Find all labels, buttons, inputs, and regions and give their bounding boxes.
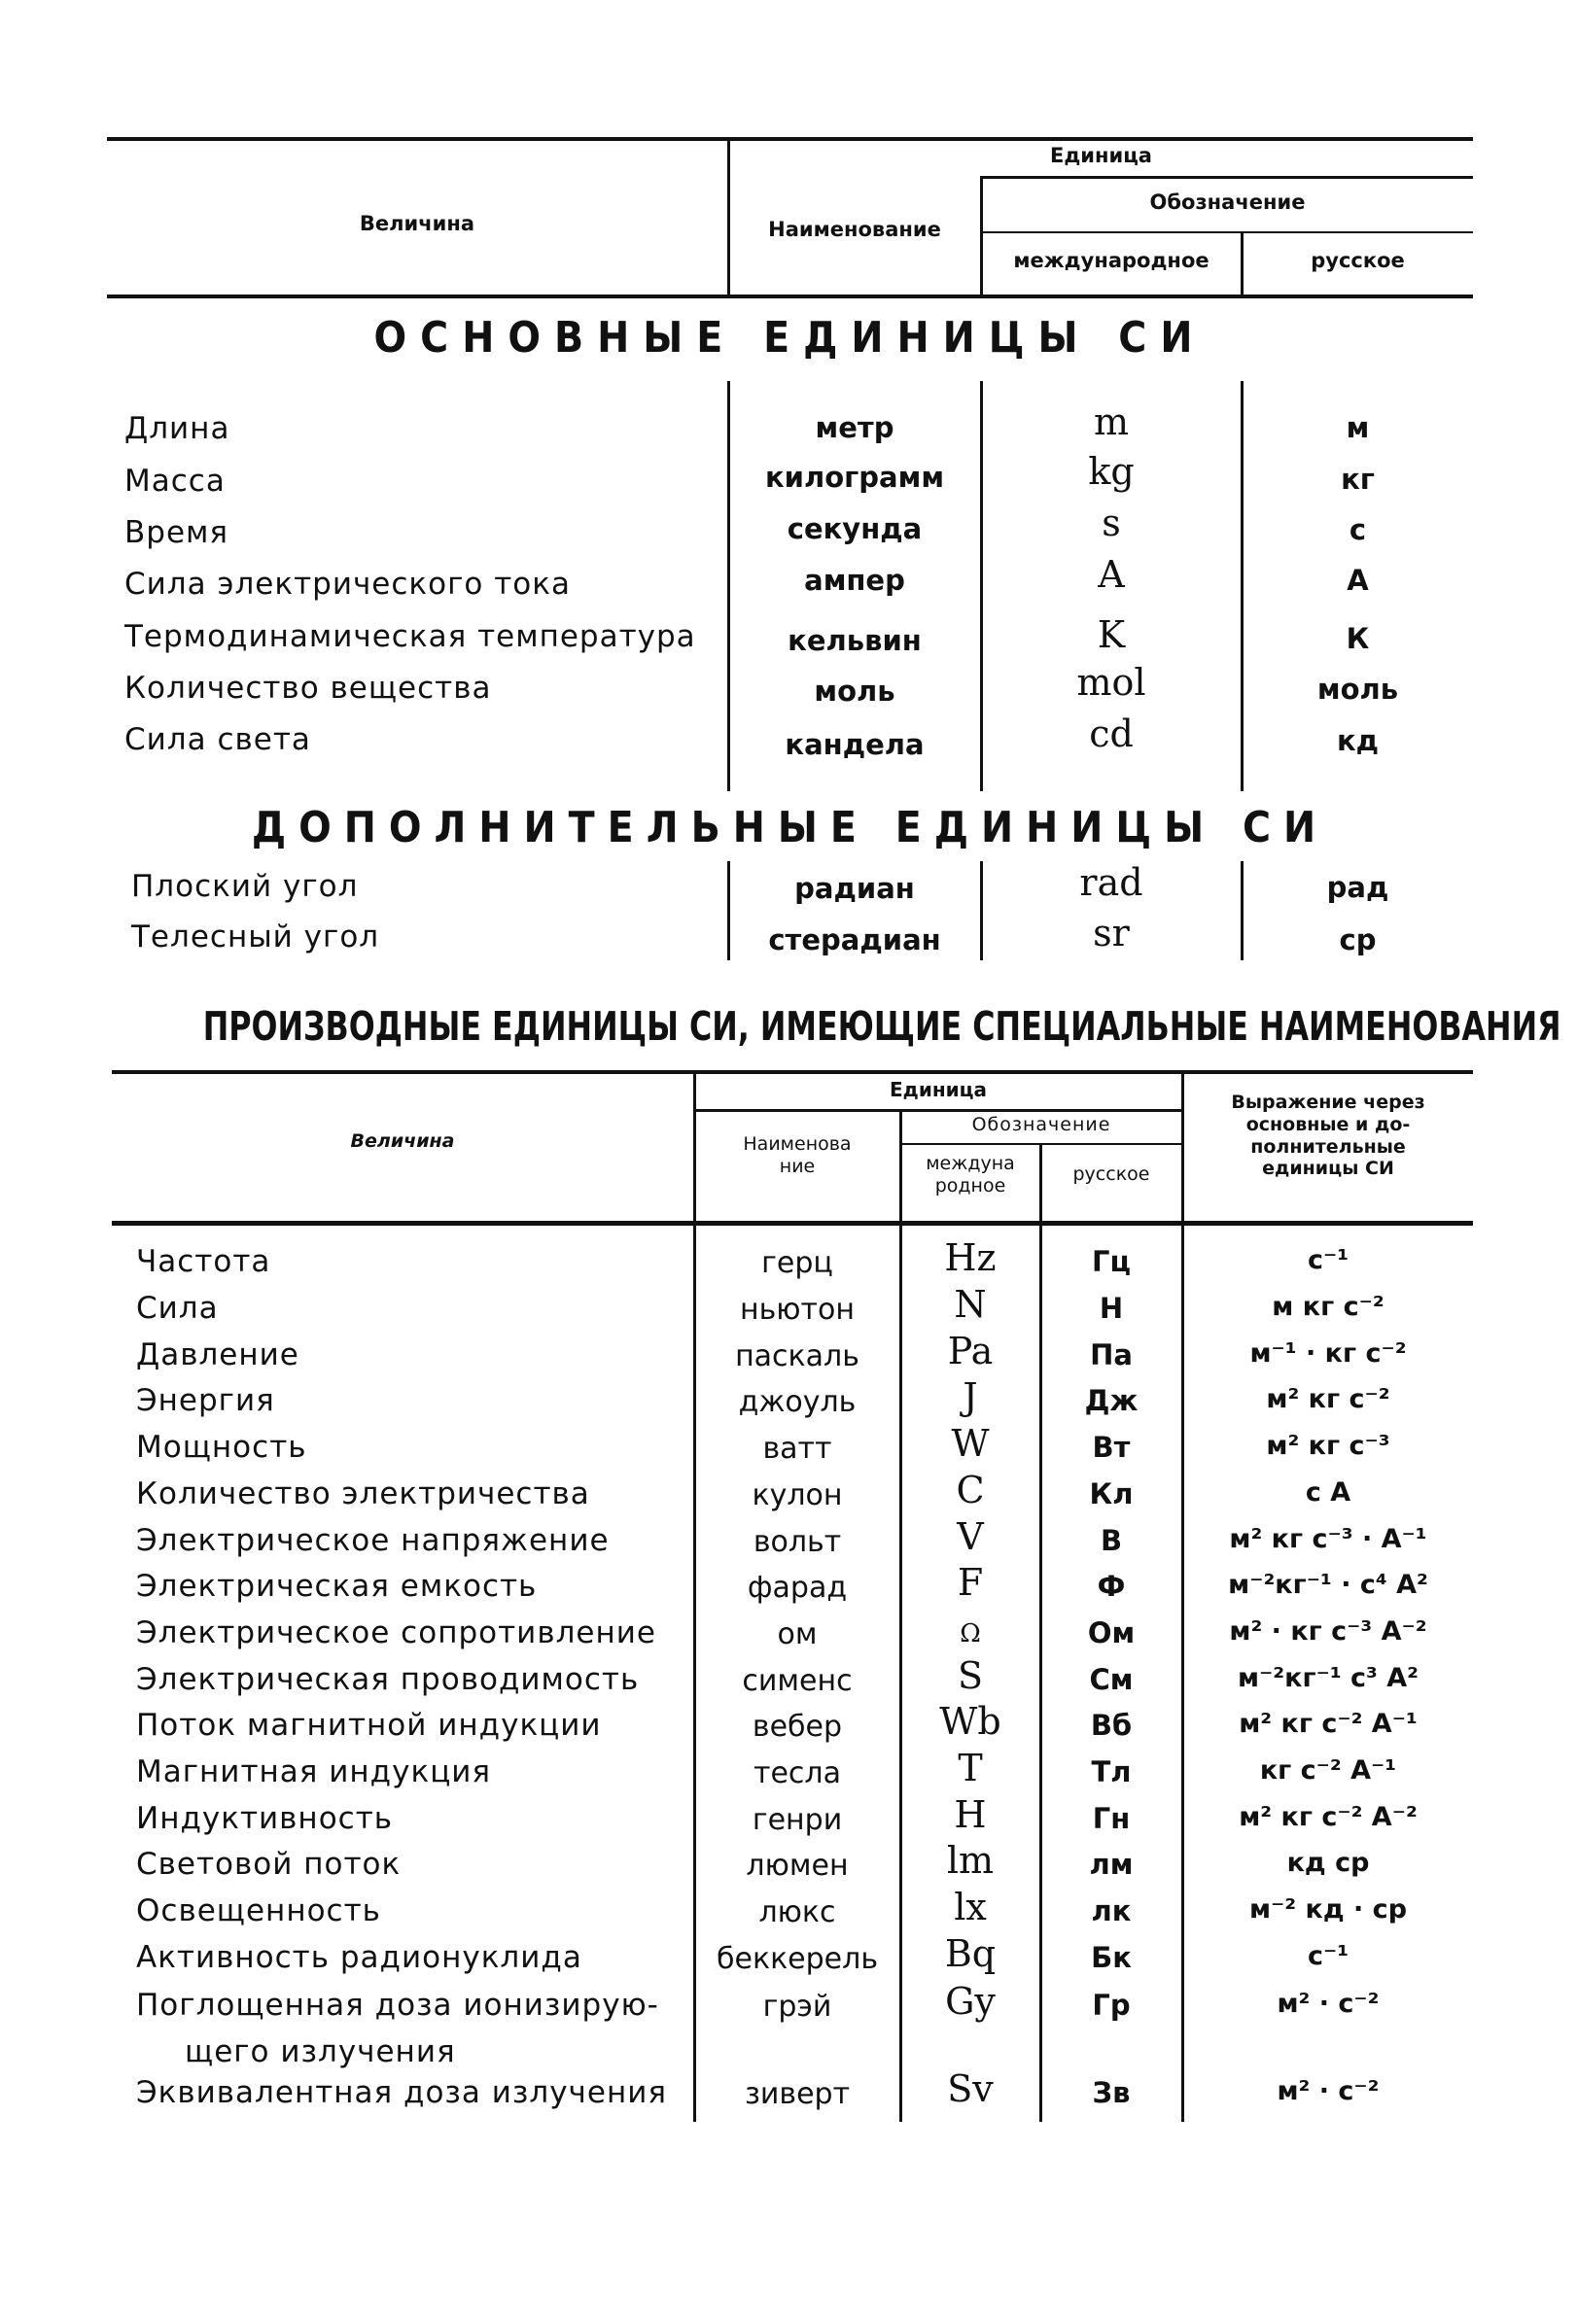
quantity-cell: Магнитная индукция xyxy=(136,1754,492,1789)
quantity-cell: Количество электричества xyxy=(136,1476,590,1511)
expression-cell: м² кг с⁻³ · А⁻¹ xyxy=(1229,1524,1427,1554)
expression-cell: м² кг с⁻² А⁻¹ xyxy=(1239,1709,1418,1739)
expression-cell: м² · с⁻² xyxy=(1277,2076,1380,2106)
quantity-cell: Давление xyxy=(136,1337,299,1372)
intl-symbol-cell: Bq xyxy=(944,1932,997,1975)
intl-symbol-cell: V xyxy=(957,1515,984,1558)
quantity-cell: Электрическое напряжение xyxy=(136,1523,610,1558)
unit-name-cell: сименс xyxy=(742,1664,853,1698)
quantity-cell: Электрическая емкость xyxy=(136,1569,538,1604)
expression-cell: м² · с⁻² xyxy=(1277,1989,1380,2019)
intl-symbol-cell: W xyxy=(951,1422,990,1465)
ru-symbol-cell: Дж xyxy=(1084,1384,1139,1417)
quantity-cell: Плоский угол xyxy=(131,869,359,904)
expression-cell: с А xyxy=(1305,1477,1351,1508)
intl-symbol-cell: H xyxy=(954,1793,987,1836)
ru-symbol-cell: с xyxy=(1349,513,1367,546)
dheader-name-line1: Наименова xyxy=(743,1133,852,1155)
unit-name-cell: моль xyxy=(814,675,895,708)
dheader-international xyxy=(901,1153,1039,1197)
dheader-expr-line2: основные и до- xyxy=(1245,1113,1411,1135)
expression-cell: м² кг с⁻² А⁻² xyxy=(1239,1802,1418,1832)
header-international: международное xyxy=(1013,249,1209,272)
unit-name-cell: секунда xyxy=(787,512,923,545)
intl-symbol-cell: Pa xyxy=(947,1330,994,1372)
ru-symbol-cell: Зв xyxy=(1092,2076,1131,2109)
unit-name-cell: ватт xyxy=(762,1432,832,1466)
ru-symbol-cell: лм xyxy=(1089,1848,1134,1881)
dheader-expr-line1: Выражение через xyxy=(1231,1092,1425,1113)
ru-symbol-cell: кг xyxy=(1341,463,1375,496)
quantity-cell: Масса xyxy=(124,464,226,499)
ru-symbol-cell: Гн xyxy=(1092,1802,1131,1835)
ru-symbol-cell: К xyxy=(1346,622,1370,655)
intl-symbol-cell: Wb xyxy=(939,1700,1001,1743)
expression-cell: м кг с⁻² xyxy=(1272,1292,1384,1322)
unit-name-cell: вольт xyxy=(753,1525,842,1559)
quantity-cell: Активность радионуклида xyxy=(136,1940,582,1975)
quantity-cell: Сила электрического тока xyxy=(124,567,571,602)
unit-name-cell: фарад xyxy=(747,1571,848,1605)
ru-symbol-cell: Н xyxy=(1099,1292,1124,1325)
ru-symbol-cell: моль xyxy=(1316,673,1399,706)
header-russian: русское xyxy=(1311,249,1405,272)
unit-name-cell: зиверт xyxy=(744,2077,851,2111)
intl-symbol-cell: m xyxy=(1093,400,1130,443)
quantity-cell: Мощность xyxy=(136,1430,307,1465)
intl-symbol-cell: kg xyxy=(1088,450,1135,493)
quantity-cell: Освещенность xyxy=(136,1893,381,1928)
header-quantity: Величина xyxy=(359,212,475,235)
intl-symbol-cell: Sv xyxy=(947,2067,994,2110)
dheader-expr-line4: единицы СИ xyxy=(1262,1158,1394,1180)
unit-name-cell: кандела xyxy=(785,728,925,761)
unit-name-cell: тесла xyxy=(753,1756,841,1790)
intl-symbol-cell: F xyxy=(957,1561,984,1604)
quantity-cell: Индуктивность xyxy=(136,1801,394,1836)
ru-symbol-cell: См xyxy=(1089,1663,1134,1696)
expression-cell: с⁻¹ xyxy=(1307,1245,1349,1275)
dheader-quantity: Величина xyxy=(350,1130,455,1152)
unit-name-cell: ампер xyxy=(804,564,905,597)
ru-symbol-cell: Вб xyxy=(1090,1709,1133,1742)
expression-cell: кд ср xyxy=(1286,1848,1370,1878)
unit-name-cell: килограмм xyxy=(764,461,945,494)
intl-symbol-cell: K xyxy=(1097,613,1126,656)
header-designation: Обозначение xyxy=(1149,191,1306,214)
quantity-cell: Количество вещества xyxy=(124,671,492,706)
unit-name-cell: ньютон xyxy=(740,1293,855,1327)
intl-symbol-cell: sr xyxy=(1093,912,1130,954)
quantity-cell-continued: щего излучения xyxy=(185,2034,456,2069)
quantity-cell: Сила xyxy=(136,1291,219,1326)
ru-symbol-cell: Ф xyxy=(1097,1570,1126,1603)
intl-symbol-cell: N xyxy=(954,1283,987,1326)
dheader-expr-line3: полнительные xyxy=(1250,1135,1406,1158)
intl-symbol-cell: Gy xyxy=(945,1980,996,2023)
expression-cell: м² кг с⁻² xyxy=(1266,1384,1390,1414)
unit-name-cell: стерадиан xyxy=(768,923,941,956)
intl-symbol-cell: J xyxy=(963,1375,978,1418)
quantity-cell: Поглощенная доза ионизирую- xyxy=(136,1988,659,2023)
intl-symbol-cell: Ω xyxy=(960,1619,981,1648)
unit-name-cell: вебер xyxy=(752,1710,843,1744)
header-bottom-rule xyxy=(107,295,1473,298)
ru-symbol-cell: ср xyxy=(1339,923,1377,956)
dheader-intl-line2: родное xyxy=(934,1174,1006,1197)
header-name: Наименование xyxy=(768,218,941,241)
dheader-expression xyxy=(1183,1092,1473,1180)
unit-name-cell: метр xyxy=(815,411,894,444)
quantity-cell: Длина xyxy=(124,411,230,446)
unit-name-cell: паскаль xyxy=(735,1339,859,1373)
ru-symbol-cell: Гц xyxy=(1092,1245,1131,1278)
ru-symbol-cell: В xyxy=(1100,1524,1123,1557)
unit-name-cell: радиан xyxy=(794,872,915,905)
intl-symbol-cell: cd xyxy=(1089,712,1134,755)
expression-cell: м² кг с⁻³ xyxy=(1266,1431,1390,1461)
quantity-cell: Время xyxy=(124,515,229,550)
unit-name-cell: кулон xyxy=(752,1478,843,1512)
expression-cell: с⁻¹ xyxy=(1307,1941,1349,1971)
ru-symbol-cell: кд xyxy=(1336,724,1380,757)
unit-name-cell: джоуль xyxy=(738,1385,857,1419)
expression-cell: м⁻² кд · ср xyxy=(1248,1894,1408,1925)
quantity-cell: Частота xyxy=(136,1244,271,1279)
unit-name-cell: беккерель xyxy=(716,1942,878,1976)
quantity-cell: Световой поток xyxy=(136,1847,402,1882)
intl-symbol-cell: mol xyxy=(1076,661,1146,704)
intl-symbol-cell: T xyxy=(958,1747,983,1789)
quantity-cell: Телесный угол xyxy=(131,919,380,954)
quantity-cell: Электрическая проводимость xyxy=(136,1662,640,1697)
quantity-cell: Термодинамическая температура xyxy=(124,619,696,654)
ru-symbol-cell: Тл xyxy=(1091,1755,1132,1788)
dheader-name xyxy=(695,1133,899,1178)
derived-table-title: ПРОИЗВОДНЫЕ ЕДИНИЦЫ СИ, ИМЕЮЩИЕ СПЕЦИАЛЬНЫЕ НАИМЕНОВАНИЯ xyxy=(202,1003,1561,1050)
header-top-rule xyxy=(107,137,1473,141)
intl-symbol-cell: A xyxy=(1098,553,1125,596)
expression-cell: кг с⁻² А⁻¹ xyxy=(1259,1755,1397,1786)
unit-name-cell: грэй xyxy=(762,1990,832,2024)
ru-symbol-cell: Вт xyxy=(1092,1431,1131,1464)
unit-name-cell: люмен xyxy=(746,1849,849,1883)
ru-symbol-cell: Па xyxy=(1090,1338,1133,1371)
section-title-base: ОСНОВНЫЕ ЕДИНИЦЫ СИ xyxy=(373,313,1207,363)
unit-name-cell: герц xyxy=(761,1246,833,1280)
intl-symbol-cell: Hz xyxy=(944,1236,997,1279)
intl-symbol-cell: s xyxy=(1102,502,1121,544)
ru-symbol-cell: Бк xyxy=(1091,1941,1132,1974)
dheader-designation: Обозначение xyxy=(971,1114,1111,1135)
intl-symbol-cell: S xyxy=(957,1654,984,1697)
quantity-cell: Поток магнитной индукции xyxy=(136,1708,602,1743)
intl-symbol-cell: C xyxy=(956,1469,985,1511)
ru-symbol-cell: А xyxy=(1347,564,1369,597)
header-rule-unit xyxy=(980,176,1473,179)
quantity-cell: Сила света xyxy=(124,722,311,757)
ru-symbol-cell: м xyxy=(1346,411,1370,444)
intl-symbol-cell: lx xyxy=(954,1886,987,1928)
dheader-name-line2: ние xyxy=(779,1155,816,1177)
dheader-top-rule xyxy=(112,1070,1473,1074)
quantity-cell: Электрическое сопротивление xyxy=(136,1615,656,1650)
unit-name-cell: кельвин xyxy=(788,624,922,657)
header-unit: Единица xyxy=(1050,144,1152,167)
unit-name-cell: генри xyxy=(752,1803,843,1837)
unit-name-cell: люкс xyxy=(758,1895,836,1929)
ru-symbol-cell: рад xyxy=(1326,871,1389,904)
dheader-rule-unit xyxy=(695,1109,1183,1112)
dheader-intl-line1: междуна xyxy=(926,1153,1015,1174)
dheader-bottom-rule xyxy=(112,1221,1473,1226)
dheader-russian: русское xyxy=(1072,1163,1150,1185)
expression-cell: м⁻¹ · кг с⁻² xyxy=(1249,1338,1407,1369)
dheader-unit: Единица xyxy=(890,1078,987,1101)
quantity-cell: Энергия xyxy=(136,1383,275,1418)
expression-cell: м² · кг с⁻³ А⁻² xyxy=(1229,1616,1427,1647)
intl-symbol-cell: rad xyxy=(1079,861,1143,904)
section-title-supplementary: ДОПОЛНИТЕЛЬНЫЕ ЕДИНИЦЫ СИ xyxy=(251,803,1329,852)
ru-symbol-cell: Гр xyxy=(1092,1989,1131,2022)
ru-symbol-cell: Кл xyxy=(1089,1477,1134,1510)
unit-name-cell: ом xyxy=(777,1617,818,1651)
quantity-cell: Эквивалентная доза излучения xyxy=(136,2075,668,2110)
ru-symbol-cell: Ом xyxy=(1087,1616,1136,1649)
ru-symbol-cell: лк xyxy=(1091,1894,1132,1927)
expression-cell: м⁻²кг⁻¹ · с⁴ А² xyxy=(1228,1570,1428,1600)
expression-cell: м⁻²кг⁻¹ с³ А² xyxy=(1237,1663,1419,1693)
header-rule-designation xyxy=(980,231,1473,233)
intl-symbol-cell: lm xyxy=(946,1839,995,1882)
